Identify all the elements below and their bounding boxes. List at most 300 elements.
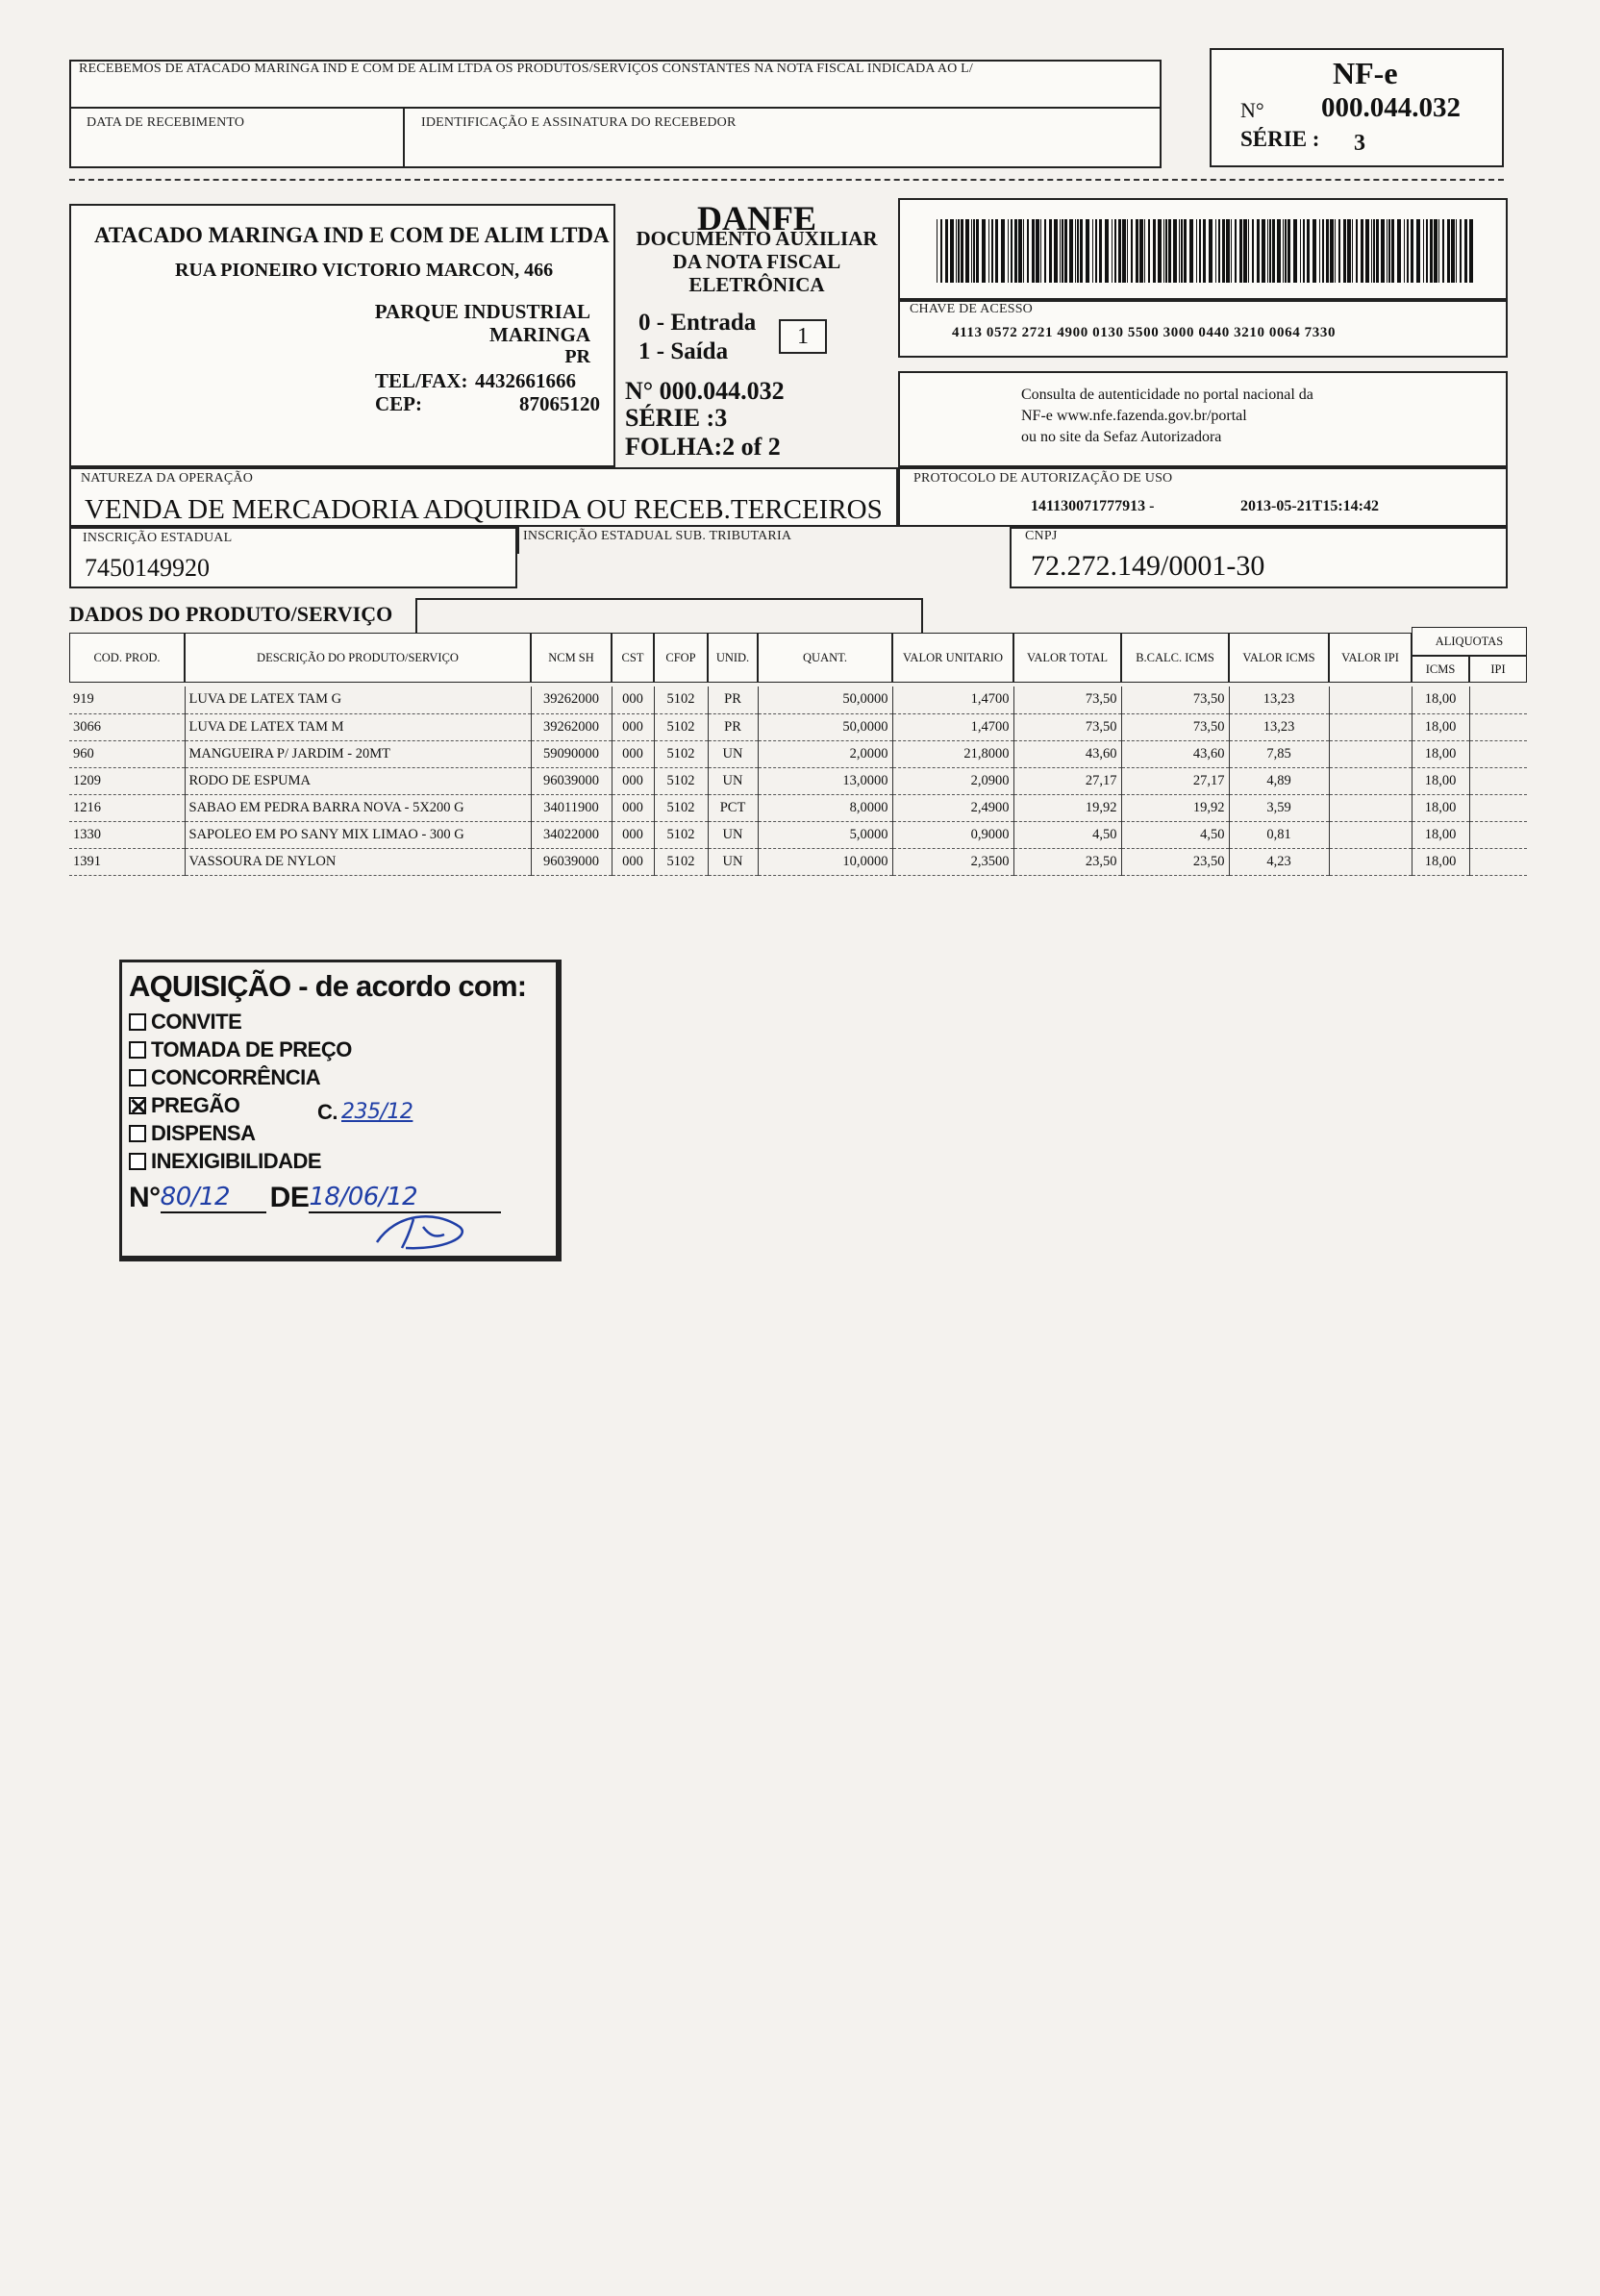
col-vunit: VALOR UNITARIO — [892, 633, 1013, 683]
barcode-bar — [1235, 219, 1237, 283]
consult-line1: Consulta de autenticidade no portal nacional da — [1021, 387, 1313, 403]
barcode-bar — [1060, 219, 1061, 283]
stamp-date-value: 18/06/12 — [309, 1183, 501, 1213]
barcode-bar — [1226, 219, 1230, 283]
danfe-line3: ELETRÔNICA — [688, 273, 825, 296]
col-vicms: VALOR ICMS — [1229, 633, 1329, 683]
issuer-name: ATACADO MARINGA IND E COM DE ALIM LTDA — [94, 223, 610, 247]
barcode-bar — [1215, 219, 1216, 283]
barcode-bar — [973, 219, 975, 283]
danfe-number: N° 000.044.032 — [625, 377, 785, 405]
cell-aipi — [1469, 767, 1527, 794]
barcode-icon — [937, 219, 1475, 283]
barcode-bar — [940, 219, 942, 283]
cell-quant: 8,0000 — [758, 794, 892, 821]
stamp-option-label: TOMADA DE PREÇO — [151, 1036, 352, 1061]
nature-value: VENDA DE MERCADORIA ADQUIRIDA OU RECEB.TERCEIROS — [85, 494, 883, 525]
barcode-bar — [1196, 219, 1197, 283]
cell-cod: 1209 — [69, 767, 185, 794]
barcode-bar — [945, 219, 948, 283]
stamp-no-label: N° — [129, 1182, 161, 1213]
col-bcalc: B.CALC. ICMS — [1121, 633, 1229, 683]
cell-aicms: 18,00 — [1412, 794, 1469, 821]
table-row — [69, 794, 1527, 821]
barcode-bar — [1044, 219, 1046, 283]
cell-vicms: 4,89 — [1229, 767, 1329, 794]
date-received-label: DATA DE RECEBIMENTO — [87, 115, 245, 130]
barcode-bar — [1203, 219, 1206, 283]
cell-vunit: 1,4700 — [892, 713, 1013, 740]
barcode-bar — [1438, 219, 1439, 283]
barcode-bar — [1300, 219, 1301, 283]
cell-cod: 960 — [69, 740, 185, 767]
barcode-bar — [1163, 219, 1164, 283]
col-quant: QUANT. — [758, 633, 892, 683]
cell-cod: 3066 — [69, 713, 185, 740]
cell-quant: 10,0000 — [758, 848, 892, 875]
issuer-cep: 87065120 — [519, 392, 600, 415]
cell-cod: 1330 — [69, 821, 185, 848]
receipt-nfe-box — [1210, 48, 1504, 167]
barcode-bar — [1272, 219, 1275, 283]
issuer-street: RUA PIONEIRO VICTORIO MARCON, 466 — [175, 260, 554, 281]
checkbox-icon — [129, 1125, 146, 1142]
cell-cst: 000 — [612, 848, 654, 875]
cell-unid: UN — [708, 821, 758, 848]
barcode-bar — [1373, 219, 1375, 283]
stamp-option — [129, 1036, 552, 1063]
col-vipi: VALOR IPI — [1329, 633, 1412, 683]
cell-vunit: 2,0900 — [892, 767, 1013, 794]
table-row — [69, 686, 1527, 713]
cell-cst: 000 — [612, 686, 654, 713]
cell-vtotal: 43,60 — [1013, 740, 1121, 767]
barcode-bar — [1352, 219, 1353, 283]
barcode-bar — [1131, 219, 1133, 283]
receipt-stub — [69, 60, 1162, 168]
barcode-bar — [1064, 219, 1067, 283]
products-title: DADOS DO PRODUTO/SERVIÇO — [69, 602, 393, 626]
barcode-bar — [1054, 219, 1058, 283]
cell-vunit: 21,8000 — [892, 740, 1013, 767]
nature-label: NATUREZA DA OPERAÇÃO — [81, 471, 254, 486]
barcode-bar — [1095, 219, 1097, 283]
issuer-district: PARQUE INDUSTRIAL — [374, 300, 590, 323]
barcode-bar — [937, 219, 938, 283]
receipt-divider — [71, 107, 1160, 109]
barcode-bar — [1426, 219, 1428, 283]
protocol-date: 2013-05-21T15:14:42 — [1240, 498, 1379, 514]
barcode-bar — [958, 219, 960, 283]
barcode-bar — [1114, 219, 1116, 283]
cell-vipi — [1329, 686, 1412, 713]
barcode-bar — [971, 219, 972, 283]
barcode-bar — [1330, 219, 1334, 283]
cell-vipi — [1329, 848, 1412, 875]
cell-vtotal: 73,50 — [1013, 686, 1121, 713]
barcode-bar — [1011, 219, 1012, 283]
cell-vunit: 2,3500 — [892, 848, 1013, 875]
cell-cst: 000 — [612, 713, 654, 740]
barcode-bar — [1335, 219, 1336, 283]
table-row — [69, 848, 1527, 875]
cell-quant: 13,0000 — [758, 767, 892, 794]
nfe-serie: 3 — [1354, 131, 1365, 156]
barcode-bar — [1075, 219, 1076, 283]
barcode-bar — [1184, 219, 1187, 283]
cell-desc: RODO DE ESPUMA — [185, 767, 531, 794]
barcode-bar — [976, 219, 979, 283]
barcode-bar — [1356, 219, 1358, 283]
barcode-bar — [1442, 219, 1444, 283]
table-row — [69, 767, 1527, 794]
barcode-bar — [1447, 219, 1450, 283]
cell-cfop: 5102 — [654, 713, 708, 740]
cell-vunit: 2,4900 — [892, 794, 1013, 821]
barcode-bar — [1326, 219, 1329, 283]
cell-vicms: 7,85 — [1229, 740, 1329, 767]
cell-unid: PR — [708, 713, 758, 740]
barcode-bar — [1086, 219, 1089, 283]
checked-box-icon — [129, 1097, 146, 1114]
checkbox-icon — [129, 1069, 146, 1086]
cell-ncm: 34011900 — [531, 794, 612, 821]
cell-aipi — [1469, 848, 1527, 875]
stamp-option — [129, 1008, 552, 1036]
cell-aipi — [1469, 821, 1527, 848]
danfe-block — [615, 198, 898, 467]
barcode-bar — [1218, 219, 1220, 283]
barcode-bar — [1165, 219, 1167, 283]
barcode-bar — [1371, 219, 1372, 283]
access-key-box — [898, 300, 1508, 358]
col-aliq-icms: ICMS — [1412, 656, 1469, 683]
protocol-box — [898, 467, 1508, 527]
barcode-bar — [1199, 219, 1201, 283]
cell-vicms: 13,23 — [1229, 713, 1329, 740]
table-row — [69, 821, 1527, 848]
barcode-bar — [1222, 219, 1225, 283]
barcode-bar — [950, 219, 954, 283]
cell-vicms: 3,59 — [1229, 794, 1329, 821]
barcode-bar — [1267, 219, 1268, 283]
checkbox-icon — [129, 1013, 146, 1031]
cell-cfop: 5102 — [654, 767, 708, 794]
cell-desc: MANGUEIRA P/ JARDIM - 20MT — [185, 740, 531, 767]
cnpj-label: CNPJ — [1025, 529, 1058, 543]
barcode-bar — [1239, 219, 1242, 283]
cell-cod: 1216 — [69, 794, 185, 821]
access-key: 4113 0572 2721 4900 0130 5500 3000 0440 3210 0064 7330 — [952, 325, 1337, 340]
barcode-bar — [1027, 219, 1029, 283]
danfe-line2: DA NOTA FISCAL — [672, 250, 841, 273]
nfe-serie-label: SÉRIE : — [1240, 127, 1320, 151]
col-ncm: NCM SH — [531, 633, 612, 683]
col-cod: COD. PROD. — [69, 633, 185, 683]
barcode-bar — [1032, 219, 1035, 283]
cell-cst: 000 — [612, 740, 654, 767]
ie-value: 7450149920 — [85, 554, 210, 582]
barcode-bar — [1001, 219, 1005, 283]
cell-desc: SAPOLEO EM PO SANY MIX LIMAO - 300 G — [185, 821, 531, 848]
cell-aicms: 18,00 — [1412, 821, 1469, 848]
barcode-bar — [1388, 219, 1390, 283]
cell-aicms: 18,00 — [1412, 848, 1469, 875]
barcode-bar — [1319, 219, 1320, 283]
barcode-bar — [1338, 219, 1340, 283]
barcode-bar — [1023, 219, 1024, 283]
barcode-bar — [1092, 219, 1093, 283]
cell-aipi — [1469, 713, 1527, 740]
cell-desc: LUVA DE LATEX TAM M — [185, 713, 531, 740]
barcode-bar — [1080, 219, 1083, 283]
barcode-bar — [1365, 219, 1369, 283]
cell-ncm: 96039000 — [531, 848, 612, 875]
table-row — [69, 713, 1527, 740]
barcode-bar — [1343, 219, 1346, 283]
stamp-c-row — [317, 1098, 412, 1126]
cell-quant: 2,0000 — [758, 740, 892, 767]
barcode-bar — [961, 219, 963, 283]
cell-aicms: 18,00 — [1412, 713, 1469, 740]
barcode-bar — [1376, 219, 1379, 283]
issuer-cep-label: CEP: — [375, 392, 422, 415]
acquisition-stamp — [129, 969, 552, 1217]
barcode-bar — [1062, 219, 1063, 283]
barcode-bar — [1434, 219, 1438, 283]
products-table — [69, 686, 1527, 876]
cell-bcalc: 19,92 — [1121, 794, 1229, 821]
cell-ncm: 39262000 — [531, 713, 612, 740]
barcode-bar — [965, 219, 969, 283]
cell-bcalc: 27,17 — [1121, 767, 1229, 794]
protocol-label: PROTOCOLO DE AUTORIZAÇÃO DE USO — [913, 471, 1173, 486]
cell-cfop: 5102 — [654, 794, 708, 821]
barcode-bar — [1144, 219, 1145, 283]
stamp-option-label: CONCORRÊNCIA — [151, 1064, 321, 1089]
cell-vtotal: 23,50 — [1013, 848, 1121, 875]
consult-line3: ou no site da Sefaz Autorizadora — [1021, 429, 1222, 445]
receipt-text: RECEBEMOS DE ATACADO MARINGA IND E COM DE ALIM LTDA OS PRODUTOS/SERVIÇOS CONSTANTES NA NOTA FISCAL INDICADA AO L/ — [79, 62, 974, 76]
cell-desc: LUVA DE LATEX TAM G — [185, 686, 531, 713]
receipt-vdivider — [403, 107, 405, 166]
barcode-bar — [1288, 219, 1290, 283]
barcode-bar — [1209, 219, 1212, 283]
stamp-option — [129, 1063, 552, 1091]
cell-aicms: 18,00 — [1412, 686, 1469, 713]
barcode-bar — [1460, 219, 1462, 283]
ie-sub-label: INSCRIÇÃO ESTADUAL SUB. TRIBUTARIA — [523, 529, 792, 543]
stamp-option — [129, 1147, 552, 1175]
issuer-city: MARINGA — [489, 323, 590, 346]
barcode-bar — [1469, 219, 1473, 283]
cell-cfop: 5102 — [654, 821, 708, 848]
barcode-bar — [1014, 219, 1017, 283]
danfe-serie: SÉRIE :3 — [625, 404, 728, 432]
barcode-bar — [1277, 219, 1281, 283]
cell-bcalc: 73,50 — [1121, 686, 1229, 713]
barcode-bar — [1404, 219, 1405, 283]
barcode-bar — [1252, 219, 1254, 283]
barcode-bar — [995, 219, 998, 283]
stamp-option-label: DISPENSA — [151, 1120, 256, 1145]
cell-cfop: 5102 — [654, 686, 708, 713]
checkbox-icon — [129, 1153, 146, 1170]
cell-vtotal: 4,50 — [1013, 821, 1121, 848]
barcode-bar — [1269, 219, 1271, 283]
cell-vipi — [1329, 821, 1412, 848]
barcode-bar — [1464, 219, 1467, 283]
cell-vipi — [1329, 767, 1412, 794]
ie-box — [69, 527, 517, 588]
danfe-line1: DOCUMENTO AUXILIAR — [636, 227, 878, 250]
danfe-saida: 1 - Saída — [638, 338, 729, 364]
barcode-bar — [1118, 219, 1121, 283]
access-key-label: CHAVE DE ACESSO — [910, 302, 1033, 316]
danfe-entrada: 0 - Entrada — [638, 310, 757, 336]
cell-vunit: 1,4700 — [892, 686, 1013, 713]
col-unid: UNID. — [708, 633, 758, 683]
barcode-bar — [956, 219, 957, 283]
barcode-bar — [1148, 219, 1150, 283]
cell-quant: 5,0000 — [758, 821, 892, 848]
cell-cst: 000 — [612, 794, 654, 821]
cell-quant: 50,0000 — [758, 686, 892, 713]
cell-ncm: 39262000 — [531, 686, 612, 713]
barcode-bar — [1303, 219, 1305, 283]
barcode-bar — [988, 219, 989, 283]
barcode-bar — [1307, 219, 1310, 283]
danfe-folha: FOLHA:2 of 2 — [625, 433, 781, 461]
barcode-bar — [1451, 219, 1455, 283]
cell-aipi — [1469, 794, 1527, 821]
barcode-bar — [1312, 219, 1316, 283]
barcode-bar — [1262, 219, 1265, 283]
barcode-bar — [1347, 219, 1351, 283]
stamp-option-label: CONVITE — [151, 1009, 242, 1034]
cnpj-box — [1010, 527, 1508, 588]
initials-signature — [367, 1206, 483, 1254]
cell-vunit: 0,9000 — [892, 821, 1013, 848]
products-title-box — [415, 598, 923, 633]
barcode-bar — [1181, 219, 1183, 283]
barcode-bar — [1036, 219, 1039, 283]
barcode-bar — [1173, 219, 1177, 283]
cut-line — [69, 179, 1504, 181]
cell-cst: 000 — [612, 767, 654, 794]
barcode-bar — [1416, 219, 1420, 283]
cnpj-value: 72.272.149/0001-30 — [1031, 550, 1265, 582]
signature-label: IDENTIFICAÇÃO E ASSINATURA DO RECEBEDOR — [421, 115, 737, 130]
protocol-number: 141130071777913 - — [1031, 498, 1155, 514]
barcode-bar — [1361, 219, 1363, 283]
barcode-bar — [1423, 219, 1424, 283]
barcode-bar — [1243, 219, 1247, 283]
nature-box — [69, 467, 898, 527]
stamp-option-label: PREGÃO — [151, 1092, 240, 1117]
cell-ncm: 34022000 — [531, 821, 612, 848]
col-cfop: CFOP — [654, 633, 708, 683]
cell-vipi — [1329, 713, 1412, 740]
cell-vipi — [1329, 740, 1412, 767]
cell-vtotal: 19,92 — [1013, 794, 1121, 821]
cell-unid: PR — [708, 686, 758, 713]
barcode-bar — [1381, 219, 1385, 283]
checkbox-icon — [129, 1041, 146, 1059]
col-cst: CST — [612, 633, 654, 683]
consult-box — [898, 371, 1508, 467]
ie-label: INSCRIÇÃO ESTADUAL — [83, 531, 233, 545]
col-aliq-ipi: IPI — [1469, 656, 1527, 683]
nfe-title: NF-e — [1333, 56, 1398, 90]
col-aliq: ALIQUOTAS — [1412, 627, 1527, 656]
barcode-bar — [1189, 219, 1193, 283]
issuer-phone-label: TEL/FAX: — [375, 369, 468, 392]
danfe-type-box: 1 — [779, 319, 827, 354]
consult-line2: NF-e www.nfe.fazenda.gov.br/portal — [1021, 408, 1247, 424]
cell-unid: UN — [708, 848, 758, 875]
barcode-bar — [1248, 219, 1249, 283]
cell-unid: UN — [708, 740, 758, 767]
stamp-title: AQUISIÇÃO - de acordo com: — [129, 969, 527, 1003]
barcode-bar — [1099, 219, 1102, 283]
barcode-bar — [1122, 219, 1126, 283]
barcode-bar — [1136, 219, 1138, 283]
barcode-bar — [1407, 219, 1409, 283]
cell-aicms: 18,00 — [1412, 767, 1469, 794]
cell-vicms: 4,23 — [1229, 848, 1329, 875]
col-desc: DESCRIÇÃO DO PRODUTO/SERVIÇO — [185, 633, 531, 683]
cell-quant: 50,0000 — [758, 713, 892, 740]
barcode-bar — [1168, 219, 1171, 283]
cell-cfop: 5102 — [654, 740, 708, 767]
barcode-bar — [1283, 219, 1284, 283]
cell-vicms: 0,81 — [1229, 821, 1329, 848]
barcode-bar — [1257, 219, 1260, 283]
cell-unid: PCT — [708, 794, 758, 821]
barcode-bar — [1139, 219, 1143, 283]
cell-bcalc: 43,60 — [1121, 740, 1229, 767]
cell-desc: SABAO EM PEDRA BARRA NOVA - 5X200 G — [185, 794, 531, 821]
stamp-no-value: 80/12 — [161, 1183, 266, 1213]
nfe-number-label: N° — [1240, 98, 1264, 122]
barcode-bar — [1397, 219, 1401, 283]
cell-aipi — [1469, 686, 1527, 713]
cell-bcalc: 73,50 — [1121, 713, 1229, 740]
barcode-bar — [1411, 219, 1413, 283]
barcode-bar — [1430, 219, 1433, 283]
cell-bcalc: 4,50 — [1121, 821, 1229, 848]
issuer-phone: 4432661666 — [475, 369, 576, 392]
stamp-option-label: INEXIGIBILIDADE — [151, 1148, 322, 1173]
cell-vtotal: 27,17 — [1013, 767, 1121, 794]
cell-ncm: 96039000 — [531, 767, 612, 794]
barcode-bar — [1077, 219, 1079, 283]
barcode-bar — [1387, 219, 1388, 283]
barcode-bar — [1153, 219, 1156, 283]
cell-cfop: 5102 — [654, 848, 708, 875]
cell-vipi — [1329, 794, 1412, 821]
barcode-bar — [1322, 219, 1324, 283]
cell-aipi — [1469, 740, 1527, 767]
barcode-bar — [1049, 219, 1052, 283]
table-row — [69, 740, 1527, 767]
cell-bcalc: 23,50 — [1121, 848, 1229, 875]
stamp-number-row — [129, 1179, 552, 1217]
barcode-bar — [1069, 219, 1073, 283]
col-vtotal: VALOR TOTAL — [1013, 633, 1121, 683]
barcode-bar — [1179, 219, 1180, 283]
